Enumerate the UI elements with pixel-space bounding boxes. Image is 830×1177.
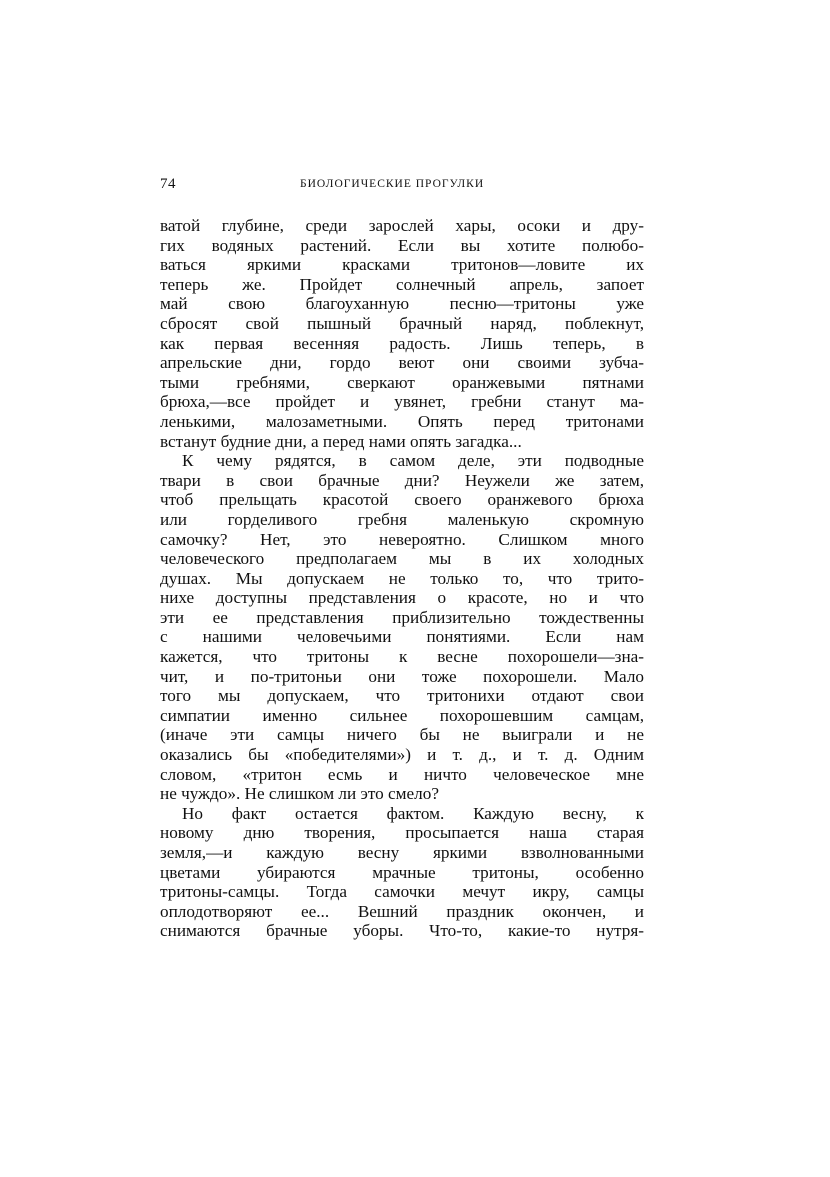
text-line: как первая весенняя радость. Лишь теперь, в [160,333,644,353]
text-line: теперь же. Пройдет солнечный апрель, запоет [160,274,644,294]
text-line: К чему рядятся, в самом деле, эти подводные [182,451,644,471]
text-line: ватой глубине, среди зарослей хары, осоки и дру- [160,216,644,235]
text-line: (иначе эти самцы ничего бы не выиграли и не [160,725,644,745]
text-line: того мы допускаем, что тритонихи отдают свои [160,686,644,706]
text-line: Но факт остается фактом. Каждую весну, к [182,803,644,823]
text-line: нихе доступны представления о красоте, но и что [160,588,644,608]
text-line: оказались бы «победителями») и т. д., и т. д. Одним [160,745,644,765]
text-line: брюха,—все пройдет и увянет, гребни станут ма- [160,392,644,412]
text-line: земля,—и каждую весну яркими взволнованными [160,843,644,862]
running-title: БИОЛОГИЧЕСКИЕ ПРОГУЛКИ [300,178,485,190]
page-number: 74 [160,176,176,192]
text-line: ленькими, малозаметными. Опять перед тритонами [160,411,644,431]
text-line: тыми гребнями, сверкают оранжевыми пятнами [160,372,644,392]
text-line: снимаются брачные уборы. Что-то, какие-то нутря- [160,921,644,941]
text-line: с нашими человечьими понятиями. Если нам [160,627,644,647]
text-line: человеческого предполагаем мы в их холодных [160,549,644,569]
text-line: душах. Мы допускаем не только то, что трито- [160,568,644,588]
text-line: встанут будние дни, а перед нами опять загадка... [160,431,522,451]
text-line: сбросят свой пышный брачный наряд, поблекнут, [160,313,644,333]
text-line: чит, и по-тритоньи они тоже похорошели. Мало [160,666,644,686]
text-line: апрельские дни, гордо веют они своими зубча- [160,353,644,373]
text-line: эти ее представления приблизительно тождественны [160,607,644,627]
body-text [160,216,644,941]
text-line: оплодотворяют ее... Вешний праздник окончен, и [160,901,644,921]
text-line: кажется, что тритоны к весне похорошели—зна- [160,647,644,667]
text-line: тритоны-самцы. Тогда самочки мечут икру, самцы [160,882,644,902]
text-line: или горделивого гребня маленькую скромную [160,509,644,529]
text-line: чтоб прельщать красотой своего оранжевого брюха [160,490,644,510]
text-line: ваться яркими красками тритонов—ловите их [160,255,644,275]
text-line: самочку? Нет, это невероятно. Слишком много [160,529,644,549]
page-header [160,176,644,198]
text-line: новому дню творения, просыпается наша старая [160,823,644,843]
text-line: твари в свои брачные дни? Неужели же затем, [160,470,644,490]
text-line: май свою благоуханную песню—тритоны уже [160,294,644,314]
text-line: цветами убираются мрачные тритоны, особенно [160,862,644,882]
text-line: гих водяных растений. Если вы хотите полюбо- [160,235,644,255]
text-line: не чуждо». Не слишком ли это смело? [160,784,439,804]
text-line: словом, «тритон есмь и ничто человеческое мне [160,764,644,784]
text-line: симпатии именно сильнее похорошевшим самцам, [160,705,644,725]
